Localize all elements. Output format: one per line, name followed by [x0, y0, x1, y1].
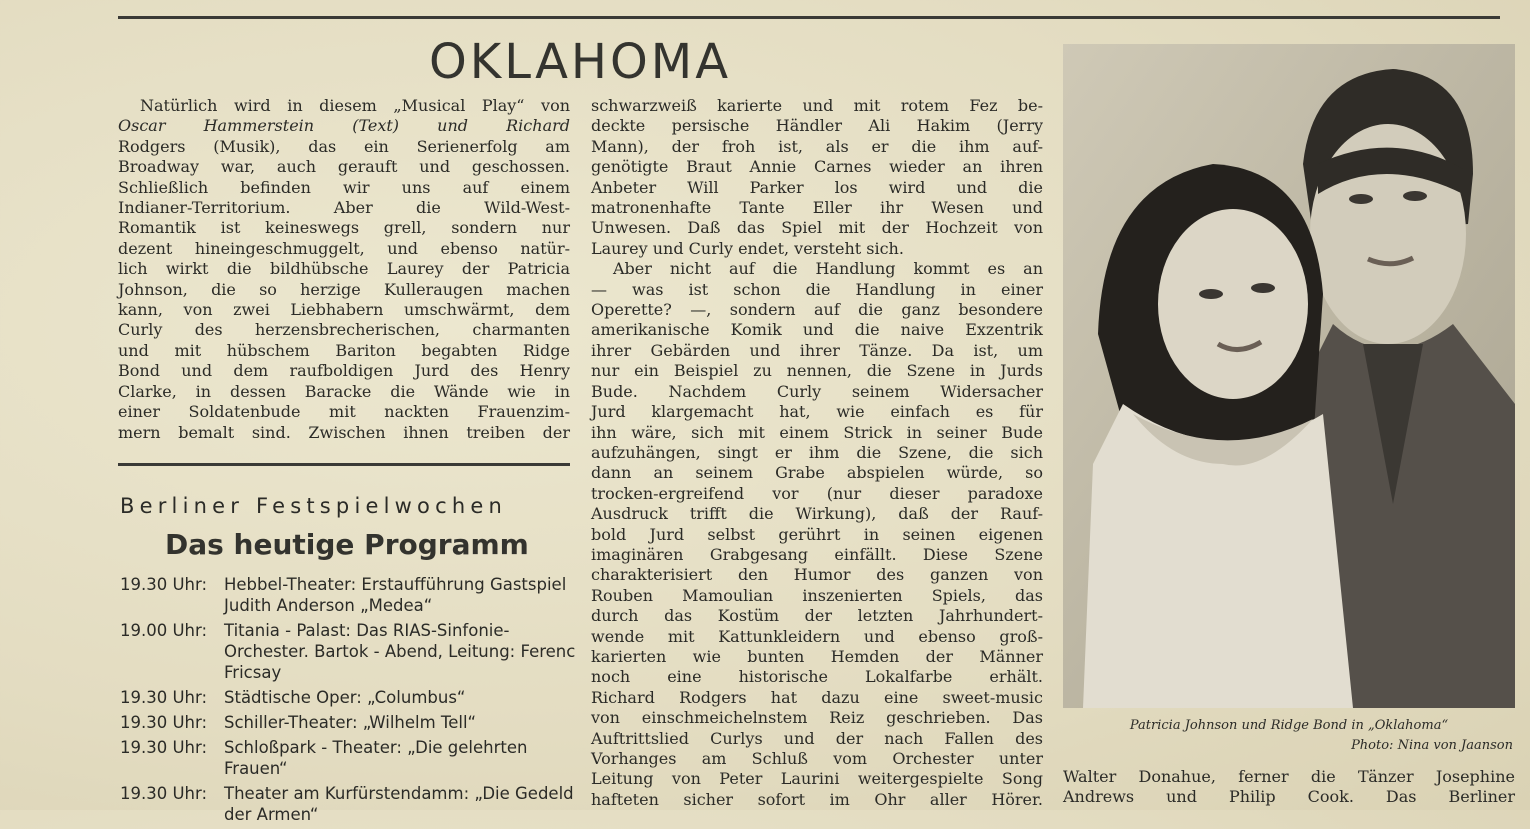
photo-caption — [1063, 716, 1515, 756]
program-time: 19.30 Uhr: — [120, 688, 208, 707]
text-line: Walter Donahue, ferner die Tänzer Josephine — [1063, 767, 1515, 786]
text-line: Anbeter Will Parker los wird und die — [591, 177, 1043, 197]
program-text: Titania - Palast: Das RIAS-Sinfonie-Orchester. Bartok - Abend, Leitung: Ferenc Fricsay — [224, 621, 576, 682]
text-line: ihn wäre, sich mit einem Strick in seiner Bude — [591, 422, 1043, 442]
text-line: deckte persische Händler Ali Hakim (Jerry — [591, 116, 1043, 136]
text-line: — was ist schon die Handlung in einer — [591, 279, 1043, 299]
text-line: Schließlich befinden wir uns auf einem — [118, 177, 570, 197]
text-line: genötigte Braut Annie Carnes wieder an ihren — [591, 157, 1043, 177]
program-entry — [120, 620, 576, 683]
text-line: imaginären Grabgesang einfällt. Diese Szene — [591, 544, 1043, 564]
text-line: Rodgers (Musik), das ein Serienerfolg am — [118, 136, 570, 156]
text-line: amerikanische Komik und die naive Exzentrik — [591, 320, 1043, 340]
text-line: Leitung von Peter Laurini weitergespielte Song — [591, 769, 1043, 789]
text-line: und mit hübschem Bariton begabten Ridge — [118, 340, 570, 360]
text-line: lich wirkt die bildhübsche Laurey der Patricia — [118, 259, 570, 279]
text-line: durch das Kostüm der letzten Jahrhundert- — [591, 606, 1043, 626]
text-line: Ausdruck trifft die Wirkung), daß der Rauf- — [591, 504, 1043, 524]
text-line: Vorhanges am Schluß vom Orchester unter — [591, 749, 1043, 768]
text-line: Romantik ist keineswegs grell, sondern nur — [118, 218, 570, 238]
text-line: Mann), der froh ist, als er die ihm auf- — [591, 136, 1043, 156]
headline: OKLAHOMA — [428, 34, 732, 90]
program-text: Schloßpark - Theater: „Die gelehrten Frauen“ — [224, 738, 528, 778]
text-line: Rouben Mamoulian inszenierten Spiels, das — [591, 585, 1043, 605]
text-line: Aber nicht auf die Handlung kommt es an — [613, 259, 1043, 279]
text-line: dezent hineingeschmuggelt, und ebenso natür- — [118, 238, 570, 258]
text-line: Clarke, in dessen Baracke die Wände wie in — [118, 381, 570, 401]
program-entry — [120, 712, 576, 733]
text-line: matronenhafte Tante Eller ihr Wesen und — [591, 198, 1043, 218]
program-time: 19.30 Uhr: — [120, 738, 208, 757]
text-line: Johnson, die so herzige Kulleraugen machen — [118, 279, 570, 299]
program-time: 19.30 Uhr: — [120, 713, 208, 732]
text-line: nur ein Beispiel zu nennen, die Szene in Jurds — [591, 361, 1043, 381]
section-divider — [118, 463, 570, 466]
text-line: dann an seinem Grabe abspielen würde, so — [591, 463, 1043, 483]
program-text: Hebbel-Theater: Erstaufführung Gastspiel Judith Anderson „Medea“ — [224, 575, 567, 615]
photo — [1063, 44, 1515, 708]
festival-heading: Berliner Festspielwochen — [120, 494, 507, 518]
text-line: Richard Rodgers hat dazu eine sweet-music — [591, 687, 1043, 707]
caption-text: Patricia Johnson und Ridge Bond in „Oklahoma“ — [1129, 718, 1449, 733]
text-line: schwarzweiß karierte und mit rotem Fez be- — [591, 96, 1043, 115]
text-line: kann, von zwei Liebhabern umschwärmt, dem — [118, 300, 570, 320]
program-entry — [120, 783, 576, 825]
text-line: Laurey und Curly endet, versteht sich. — [591, 238, 904, 258]
text-line: Oscar Hammerstein (Text) und Richard — [118, 116, 570, 136]
article-column-1 — [118, 96, 570, 443]
top-rule — [118, 16, 1500, 19]
text-line: Auftrittslied Curlys und der nach Fallen des — [591, 728, 1043, 748]
program-text: Schiller-Theater: „Wilhelm Tell“ — [224, 713, 477, 732]
program-text: Städtische Oper: „Columbus“ — [224, 688, 466, 707]
text-line: Andrews und Philip Cook. Das Berliner — [1063, 787, 1515, 807]
text-line: Curly des herzensbrecherischen, charmanten — [118, 320, 570, 340]
article-column-3 — [1063, 767, 1515, 808]
program-entry — [120, 737, 576, 779]
text-line: charakterisiert den Humor des ganzen von — [591, 565, 1043, 585]
photo-credit: Photo: Nina von Jaanson — [1351, 738, 1513, 753]
text-line: mern bemalt sind. Zwischen ihnen treiben der — [118, 422, 570, 442]
text-line: wende mit Kattunkleidern und ebenso groß- — [591, 626, 1043, 646]
text-line: karierten wie bunten Hemden der Männer — [591, 646, 1043, 666]
text-line: hafteten sicher sofort im Ohr aller Hörer. — [591, 789, 1043, 809]
photo-image — [1063, 44, 1515, 708]
program-time: 19.30 Uhr: — [120, 784, 208, 803]
program-entry — [120, 574, 576, 616]
text-line: noch eine historische Lokalfarbe erhält. — [591, 667, 1043, 687]
text-line: ihrer Gebärden und ihrer Tänze. Da ist, um — [591, 340, 1043, 360]
text-line: Operette? —, sondern auf die ganz besondere — [591, 300, 1043, 320]
text-line: Bude. Nachdem Curly seinem Widersacher — [591, 381, 1043, 401]
text-line: trocken-ergreifend vor (nur dieser paradoxe — [591, 483, 1043, 503]
program-entry — [120, 687, 576, 708]
article-column-2 — [591, 96, 1043, 810]
text-line: einer Soldatenbude mit nackten Frauenzim- — [118, 402, 570, 422]
text-line: Broadway war, auch gerauft und geschossen. — [118, 157, 570, 177]
text-line: von einschmeichelnstem Reiz geschrieben. Das — [591, 708, 1043, 728]
text-line: aufzuhängen, singt er ihm die Szene, die sich — [591, 442, 1043, 462]
text-line: Natürlich wird in diesem „Musical Play“ von — [140, 96, 570, 115]
program-heading: Das heutige Programm — [165, 528, 529, 561]
program-text: Theater am Kurfürstendamm: „Die Gedeld der Armen“ — [224, 784, 574, 824]
text-line: Indianer-Territorium. Aber die Wild-West- — [118, 198, 570, 218]
program-list — [120, 574, 576, 829]
text-line: Unwesen. Daß das Spiel mit der Hochzeit von — [591, 218, 1043, 238]
text-line: Bond und dem raufboldigen Jurd des Henry — [118, 361, 570, 381]
program-time: 19.00 Uhr: — [120, 621, 208, 640]
program-time: 19.30 Uhr: — [120, 575, 208, 594]
text-line: Jurd klargemacht hat, wie einfach es für — [591, 402, 1043, 422]
text-line: bold Jurd selbst gerührt in seinen eigenen — [591, 524, 1043, 544]
